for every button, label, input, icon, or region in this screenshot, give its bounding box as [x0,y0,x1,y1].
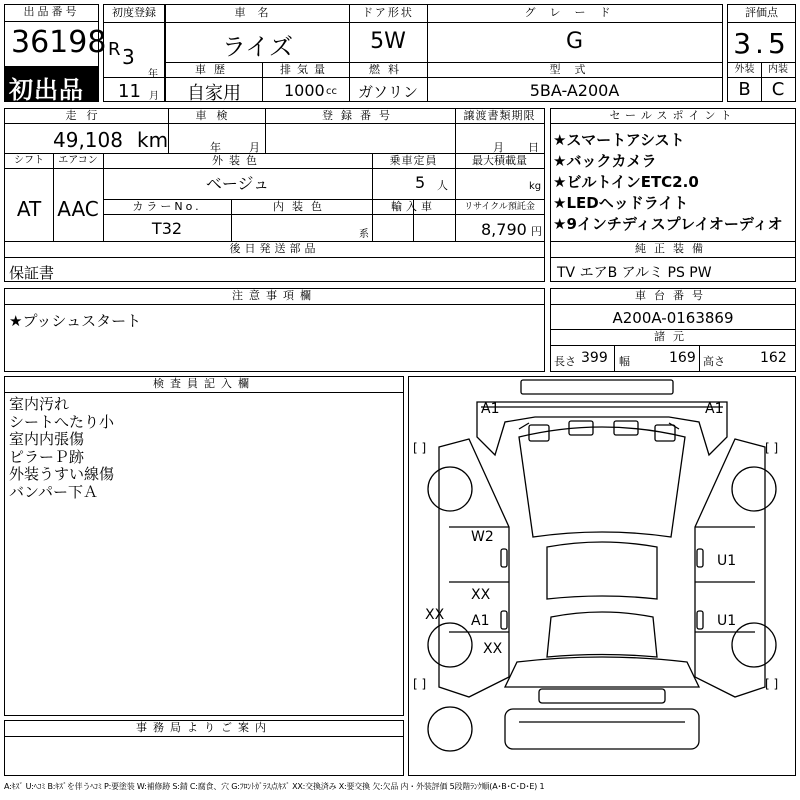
color-no-label: カラーNo. [132,200,202,213]
transfer-label: 譲渡書類期限 [463,109,536,122]
month-unit: 月 [149,91,159,102]
notes-value: ★プッシュスタート [9,312,142,330]
shift-label: シフト [14,155,44,166]
later-parts-box [4,241,545,282]
mark-xx-side: XX [425,607,445,623]
inspection-month-unit: 月 [249,141,260,154]
mark-u1-lower: U1 [717,613,737,629]
bracket-marker: [ ] [413,441,427,455]
lot-number: 36198 [11,25,107,60]
later-parts-value: 保証書 [9,264,55,282]
capacity: 5 [415,173,426,192]
car-name: ライズ [221,33,294,61]
height: 162 [760,350,787,366]
capacity-unit: 人 [437,179,448,192]
interior-color-unit: 系 [359,229,369,240]
ac-label: エアコン [58,155,98,166]
inspector-list [9,396,114,501]
inspector-item: 外装うすい線傷 [9,465,115,483]
genuine-equipment-value: TV エアB アルミ PS PW [557,265,712,281]
car-diagram [409,377,795,775]
sales-point-item: ★9インチディスプレイオーディオ [553,215,783,233]
sales-points-box [550,108,796,242]
office-label: 事務局よりご案内 [136,721,272,734]
inspector-item: 室内汚れ [9,395,70,413]
office-box [4,720,404,776]
recycle-unit: 円 [531,225,542,238]
inspection-year-unit: 年 [210,141,221,154]
exterior-grade: B [738,79,751,100]
max-load-unit: kg [529,181,542,192]
width-label: 幅 [619,355,630,368]
history: 自家用 [187,83,241,104]
era: R [108,39,121,60]
sales-points-label: セールスポイント [609,109,737,122]
mark-a1-lower: A1 [471,613,490,629]
year-number: 3 [122,45,135,69]
max-load-label: 最大積載量 [472,154,527,167]
car-name-label: 車名 [234,6,281,19]
detail-block [4,108,545,242]
mark-a1-right: A1 [705,401,724,417]
score-box [727,4,796,102]
reg-no-label: 登録番号 [322,109,398,122]
year-unit: 年 [148,69,158,80]
genuine-equipment-label: 純正装備 [635,242,711,255]
fuel: ガソリン [357,83,418,101]
car-diagram-box [408,376,796,776]
mark-u1-upper: U1 [717,553,737,569]
sales-point-item: ★LEDヘッドライト [553,194,689,212]
interior-color-label: 内装色 [273,200,330,213]
sales-point-item: ★スマートアシスト [553,131,685,149]
inspection-label: 車検 [195,109,238,122]
interior-label: 内装 [768,64,788,75]
history-label: 車歴 [195,63,233,76]
main-info-box [165,4,723,102]
month: 11 [118,81,141,102]
mark-xx-lower: XX [483,641,503,657]
import-label: 輸入車 [391,200,436,213]
model-label: 型式 [549,63,600,76]
bracket-marker: [ ] [765,677,779,691]
door: 5W [370,29,406,54]
mileage-unit: km [137,128,169,152]
recycle-label: リサイクル預託金 [464,202,535,212]
model: 5BA-A200A [529,81,620,100]
capacity-label: 乗車定員 [389,154,438,167]
color: ベージュ [205,174,270,193]
first-registration-label: 初度登録 [112,6,156,19]
notes-box [4,288,545,372]
chassis-label: 車台番号 [635,289,711,302]
later-parts-label: 後日発送部品 [229,242,320,255]
mileage-label: 走行 [65,109,108,122]
sales-point-item: ★ビルトインETC2.0 [553,173,699,191]
width: 169 [669,350,696,366]
score: 3.5 [733,27,790,60]
lot-number-label: 出品番号 [23,5,80,18]
first-listing-badge: 初出品 [4,67,99,102]
mark-xx-upper: XX [471,587,491,603]
length: 399 [581,350,608,366]
color-label: 外装色 [212,154,263,167]
lot-number-box [4,4,107,67]
interior-grade: C [771,79,785,100]
mark-a1-left: A1 [481,401,500,417]
inspector-box [4,376,404,716]
height-label: 高さ [703,355,725,368]
score-label: 評価点 [745,6,778,19]
shift: AT [16,197,42,221]
sales-points-list [553,130,783,235]
grade: G [565,29,584,54]
sales-point-item: ★バックカメラ [553,152,657,170]
chassis-box [550,288,796,372]
fuel-label: 燃料 [369,63,407,76]
door-label: ドア形状 [362,6,414,19]
notes-label: 注意事項欄 [232,289,317,302]
color-no: T32 [151,219,183,238]
dimensions-label: 諸元 [654,330,692,343]
inspector-item: 室内内張傷 [9,430,85,448]
chassis-value: A200A-0163869 [612,309,734,327]
mark-w2: W2 [471,529,494,545]
exterior-label: 外装 [734,64,755,75]
inspector-item: シートへたり小 [9,412,115,431]
recycle: 8,790 [481,220,527,239]
transfer-month-unit: 月 [493,141,504,154]
mileage: 49,108 [53,128,123,152]
grade-label: グレード [524,6,625,19]
ac: AAC [57,197,99,221]
length-label: 長さ [554,355,576,368]
inspector-item: ピラーＰ跡 [9,447,85,466]
displacement: 1000 [284,81,325,100]
genuine-equipment-box [550,241,796,282]
legend: A:ｷｽﾞ U:ﾍｺﾐ B:ｷｽﾞを伴うﾍｺﾐ P:要塗装 W:補修跡 S:錆 C:腐食、穴 G:ﾌﾛﾝﾄｶﾞﾗｽ点ｷｽﾞ XX:交換済み X:要交換 欠:欠品 内・外装評価 5段階ﾗﾝｸ順(A･B･C･D･E) 1 [4,782,545,791]
inspector-label: 検査員記入欄 [153,377,255,390]
transfer-day-unit: 日 [528,141,539,154]
displacement-label: 排気量 [280,63,331,76]
first-registration-box [103,4,165,102]
bracket-marker: [ ] [413,677,427,691]
displacement-unit: cc [326,86,337,97]
bracket-marker: [ ] [765,441,779,455]
inspector-item: バンパー下Ａ [9,482,98,501]
